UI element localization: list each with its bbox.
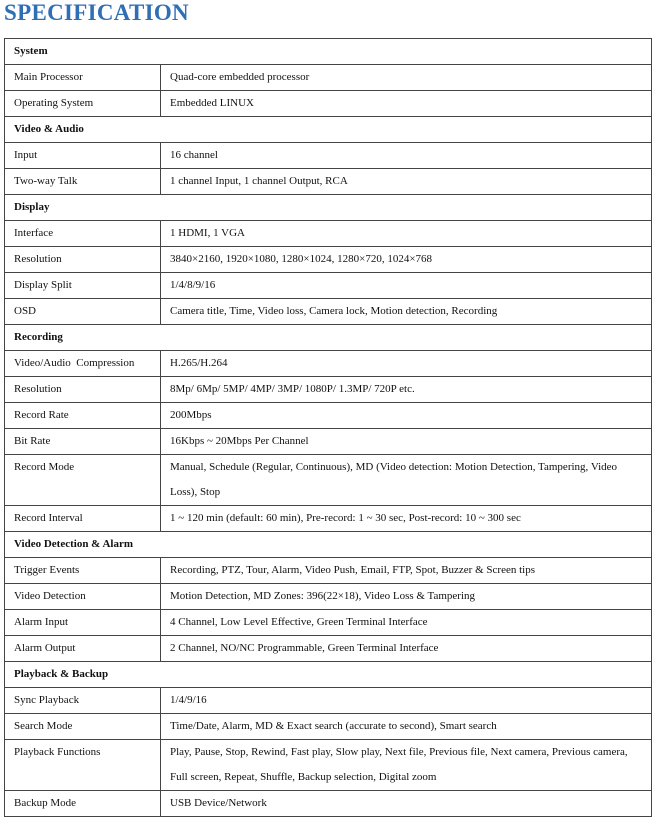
table-row — [5, 273, 652, 299]
spec-value: 16Kbps ~ 20Mbps Per Channel — [161, 429, 652, 455]
spec-value: Camera title, Time, Video loss, Camera lock, Motion detection, Recording — [161, 299, 652, 325]
table-row — [5, 506, 652, 532]
spec-label: Video Detection — [5, 584, 161, 610]
page-title: SPECIFICATION — [4, 0, 189, 25]
spec-value: Recording, PTZ, Tour, Alarm, Video Push, Email, FTP, Spot, Buzzer & Screen tips — [161, 558, 652, 584]
spec-label: Resolution — [5, 377, 161, 403]
section-header-video-audio — [5, 117, 652, 143]
table-row — [5, 558, 652, 584]
section-heading: Video & Audio — [5, 117, 652, 143]
spec-label: Interface — [5, 221, 161, 247]
table-row — [5, 143, 652, 169]
section-header-recording — [5, 325, 652, 351]
table-row — [5, 65, 652, 91]
section-header-system — [5, 39, 652, 65]
spec-label: Alarm Output — [5, 636, 161, 662]
spec-value: 3840×2160, 1920×1080, 1280×1024, 1280×720, 1024×768 — [161, 247, 652, 273]
section-heading: Display — [5, 195, 652, 221]
spec-label: Search Mode — [5, 714, 161, 740]
spec-value: 1/4/8/9/16 — [161, 273, 652, 299]
table-row — [5, 429, 652, 455]
spec-value: 1/4/9/16 — [161, 688, 652, 714]
section-heading: Recording — [5, 325, 652, 351]
section-header-playback-backup — [5, 662, 652, 688]
spec-value: Motion Detection, MD Zones: 396(22×18), Video Loss & Tampering — [161, 584, 652, 610]
spec-label: Bit Rate — [5, 429, 161, 455]
spec-label: Playback Functions — [5, 740, 161, 791]
spec-value: Manual, Schedule (Regular, Continuous), MD (Video detection: Motion Detection, Tampering, Video Loss), Stop — [161, 455, 652, 506]
spec-label: Record Rate — [5, 403, 161, 429]
spec-label: Trigger Events — [5, 558, 161, 584]
spec-label: Main Processor — [5, 65, 161, 91]
spec-label: Video/Audio Compression — [5, 351, 161, 377]
spec-label: Record Mode — [5, 455, 161, 506]
spec-value: 1 channel Input, 1 channel Output, RCA — [161, 169, 652, 195]
table-row — [5, 247, 652, 273]
spec-value: Time/Date, Alarm, MD & Exact search (accurate to second), Smart search — [161, 714, 652, 740]
section-heading: Video Detection & Alarm — [5, 532, 652, 558]
table-row — [5, 791, 652, 817]
spec-value: Quad-core embedded processor — [161, 65, 652, 91]
spec-value: 2 Channel, NO/NC Programmable, Green Terminal Interface — [161, 636, 652, 662]
table-row — [5, 299, 652, 325]
table-row — [5, 584, 652, 610]
spec-label: Sync Playback — [5, 688, 161, 714]
spec-label: Resolution — [5, 247, 161, 273]
specification-table — [4, 38, 652, 817]
spec-label: Operating System — [5, 91, 161, 117]
section-header-display — [5, 195, 652, 221]
section-heading: System — [5, 39, 652, 65]
table-row — [5, 610, 652, 636]
section-heading: Playback & Backup — [5, 662, 652, 688]
table-row — [5, 169, 652, 195]
spec-value: 1 ~ 120 min (default: 60 min), Pre-record: 1 ~ 30 sec, Post-record: 10 ~ 300 sec — [161, 506, 652, 532]
spec-value: 16 channel — [161, 143, 652, 169]
spec-value: 1 HDMI, 1 VGA — [161, 221, 652, 247]
spec-value: 200Mbps — [161, 403, 652, 429]
spec-value: Play, Pause, Stop, Rewind, Fast play, Slow play, Next file, Previous file, Next camera, Previous camera, Full screen, Repeat, Shuffle, Backup selection, Digital zoom — [161, 740, 652, 791]
spec-label: Record Interval — [5, 506, 161, 532]
section-header-video-detection-alarm — [5, 532, 652, 558]
spec-value: USB Device/Network — [161, 791, 652, 817]
spec-label: Display Split — [5, 273, 161, 299]
table-row — [5, 221, 652, 247]
spec-label: Input — [5, 143, 161, 169]
table-row — [5, 636, 652, 662]
table-row — [5, 688, 652, 714]
table-row — [5, 455, 652, 506]
spec-value: 4 Channel, Low Level Effective, Green Terminal Interface — [161, 610, 652, 636]
table-row — [5, 403, 652, 429]
spec-value: Embedded LINUX — [161, 91, 652, 117]
spec-value: 8Mp/ 6Mp/ 5MP/ 4MP/ 3MP/ 1080P/ 1.3MP/ 720P etc. — [161, 377, 652, 403]
table-row — [5, 351, 652, 377]
spec-label: Alarm Input — [5, 610, 161, 636]
table-row — [5, 377, 652, 403]
spec-label: OSD — [5, 299, 161, 325]
table-row — [5, 714, 652, 740]
spec-value: H.265/H.264 — [161, 351, 652, 377]
table-row — [5, 91, 652, 117]
spec-label: Two-way Talk — [5, 169, 161, 195]
table-row — [5, 740, 652, 791]
spec-label: Backup Mode — [5, 791, 161, 817]
